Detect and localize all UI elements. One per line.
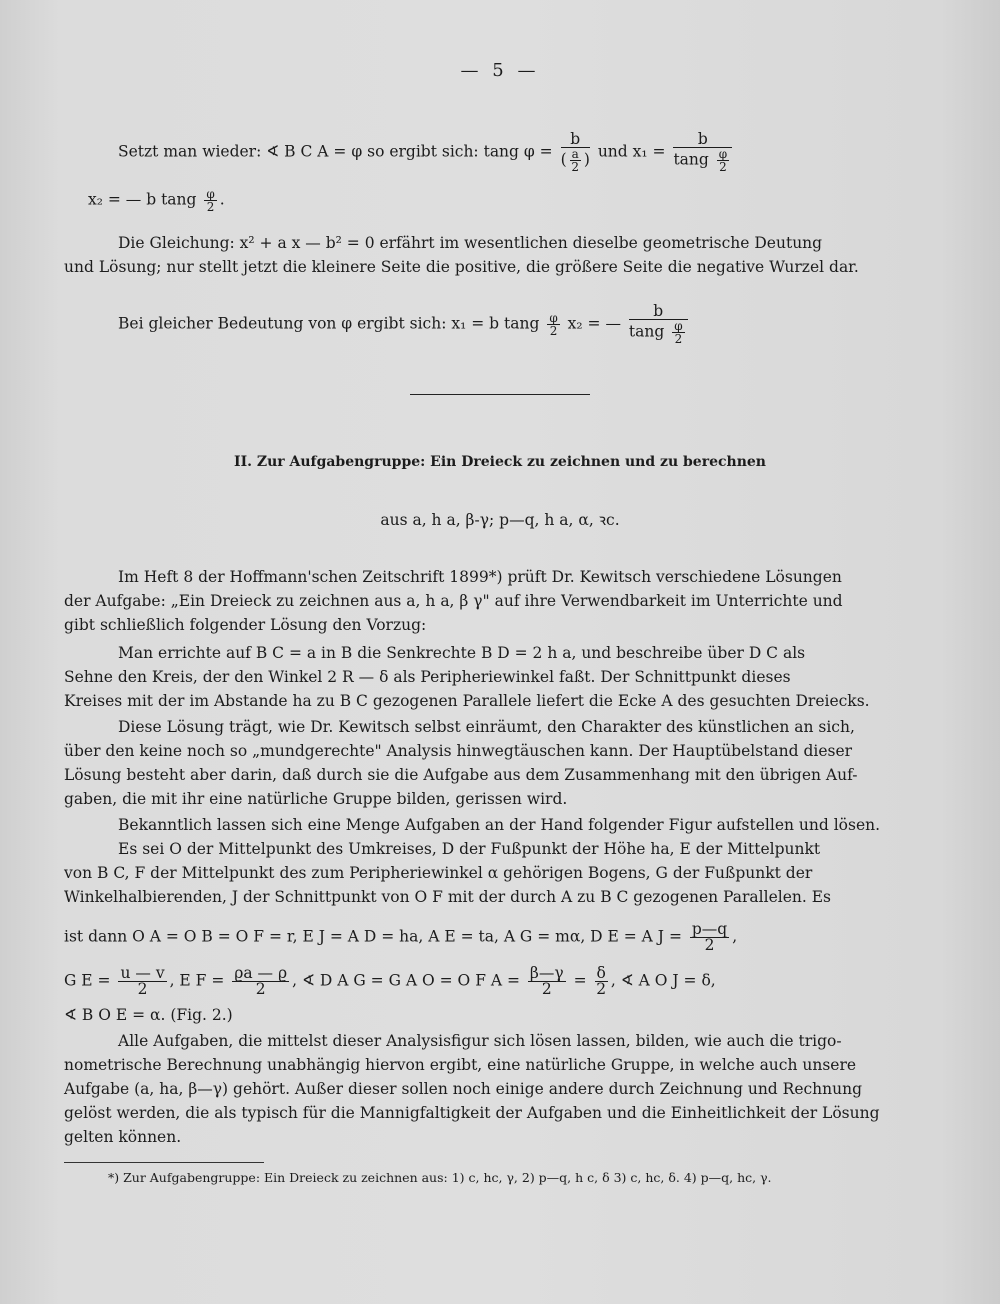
ge-label: G E = — [64, 971, 111, 990]
setzt-prefix: Setzt man wieder: — [118, 142, 262, 161]
tang-fraction-den: ( $\frac{a}{2}$ ) — [560, 147, 590, 174]
body-line: Bekanntlich lassen sich eine Menge Aufgaben an der Hand folgender Figur aufstellen und lösen. — [118, 816, 881, 834]
body-line: der Aufgabe: „Ein Dreieck zu zeichnen aus a, h a, β γ" auf ihre Verwendbarkeit im Unterrichte und — [64, 592, 843, 610]
body-line-formula — [64, 922, 737, 953]
body-line: Es sei O der Mittelpunkt des Umkreises, D der Fußpunkt der Höhe ha, E der Mittelpunkt — [118, 840, 821, 858]
body-line: Im Heft 8 der Hoffmann'schen Zeitschrift 1899*) prüft Dr. Kewitsch verschiedene Lösungen — [118, 568, 842, 586]
ef-den: 2 — [255, 980, 266, 998]
body-line: Man errichte auf B C = a in B die Senkrechte B D = 2 h a, und beschreibe über D C als — [118, 644, 806, 662]
section-divider — [410, 394, 590, 395]
body-line: nometrische Berechnung unabhängig hiervon ergibt, eine natürliche Gruppe, in welche auch unsere — [64, 1056, 857, 1074]
ge-den: 2 — [137, 980, 148, 998]
body-line: über den keine noch so „mundgerechte" Analysis hinwegtäuschen kann. Der Hauptübelstand dieser — [64, 742, 853, 760]
ef-fraction — [232, 966, 289, 997]
x2-text: x₂ = — b tang — [88, 190, 197, 209]
x1-two: 2 — [719, 160, 727, 174]
delta-den: 2 — [596, 980, 607, 998]
ef-num: ϱa — ϱ — [234, 964, 288, 982]
body-line: gelten können. — [64, 1128, 182, 1146]
tang-fraction — [561, 132, 590, 173]
footnote: *) Zur Aufgabengruppe: Ein Dreieck zu zeichnen aus: 1) c, hc, γ, 2) p—q, h c, δ 3) c, hc, δ. 4) p—q, hc, γ. — [108, 1170, 772, 1185]
bei-x2-fraction — [629, 304, 688, 345]
dag-den: 2 — [541, 980, 552, 998]
x1-phi: φ — [718, 147, 728, 161]
setzt-und: und x₁ = — [597, 142, 666, 161]
body-line: Sehne den Kreis, der den Winkel 2 R — δ als Peripheriewinkel faßt. Der Schnittpunkt dieses — [64, 668, 791, 686]
gleichung-line-1: Die Gleichung: x² + a x — b² = 0 erfährt im wesentlichen dieselbe geometrische Deutung — [118, 234, 823, 252]
body-line: gaben, die mit ihr eine natürliche Gruppe bilden, gerissen wird. — [64, 790, 568, 808]
setzt-line — [118, 132, 735, 173]
body-line: Diese Lösung trägt, wie Dr. Kewitsch selbst einräumt, den Charakter des künstlichen an sich, — [118, 718, 855, 736]
bei-two: 2 — [674, 332, 683, 346]
x2-den: 2 — [206, 200, 215, 214]
body-line: gibt schließlich folgender Lösung den Vorzug: — [64, 616, 427, 634]
delta-fraction — [595, 966, 608, 997]
x2-fraction — [204, 188, 216, 213]
tang-inner-den: 2 — [571, 160, 580, 174]
bei-fraction — [547, 312, 559, 337]
ge-fraction — [118, 966, 166, 997]
x1-tang: tang — [673, 150, 709, 169]
x2-end: . — [219, 190, 225, 209]
pq-den: 2 — [704, 936, 715, 954]
pq-fraction — [690, 922, 729, 953]
ef-label: , E F = — [169, 971, 225, 990]
bei-den: 2 — [549, 324, 558, 338]
bei-x2-den — [629, 320, 688, 345]
ge-num: u — v — [120, 964, 165, 982]
tang-fraction-num: b — [561, 132, 590, 148]
body-line: Alle Aufgaben, die mittelst dieser Analysisfigur sich lösen lassen, bilden, wie auch die trigo- — [118, 1032, 842, 1050]
bei-text: Bei gleicher Bedeutung von φ ergibt sich: x₁ = b tang — [118, 314, 540, 333]
section-heading: II. Zur Aufgabengruppe: Ein Dreieck zu zeichnen und zu berechnen — [234, 454, 766, 470]
x1-fraction-den — [673, 148, 732, 173]
dag-fraction — [528, 966, 566, 997]
page-number: — 5 — — [460, 60, 540, 81]
body-line: gelöst werden, die als typisch für die Mannigfaltigkeit der Aufgaben und die Einheitlichkeit der Lösung — [64, 1104, 880, 1122]
pq-num: p—q — [691, 920, 728, 938]
body-line: Aufgabe (a, ha, β—γ) gehört. Außer dieser sollen noch einige andere durch Zeichnung und Rechnung — [64, 1080, 863, 1098]
formula-line — [64, 966, 716, 997]
body-line: ∢ B O E = α. (Fig. 2.) — [64, 1006, 233, 1024]
ist-dann: ist dann O A = O B = O F = r, E J = A D = ha, A E = ta, A G = mα, D E = A J = — [64, 927, 682, 946]
gleichung-line-2: und Lösung; nur stellt jetzt die kleinere Seite die positive, die größere Seite die negative Wurzel dar. — [64, 258, 859, 276]
bei-tang: tang — [628, 322, 665, 341]
x2-line — [88, 188, 225, 213]
delta-num: δ — [596, 964, 606, 982]
x2-num: φ — [206, 187, 215, 201]
tang-inner-num: a — [571, 147, 579, 161]
pq-end: , — [732, 927, 738, 946]
footnote-rule — [64, 1162, 264, 1163]
bei-num: φ — [549, 311, 558, 325]
dag-num: β—γ — [529, 964, 564, 982]
body-line: von B C, F der Mittelpunkt des zum Peripheriewinkel α gehörigen Bogens, G der Fußpunkt der — [64, 864, 813, 882]
dag-label: , ∢ D A G = G A O = O F A = — [292, 971, 520, 990]
eq-sign: = — [573, 971, 587, 990]
x1-fraction-num: b — [673, 132, 732, 148]
body-line: Lösung besteht aber darin, daß durch sie die Aufgabe aus dem Zusammenhang mit den übrigen Auf- — [64, 766, 858, 784]
body-line: Kreises mit der im Abstande ha zu B C gezogenen Parallele liefert die Ecke A des gesuchten Dreiecks. — [64, 692, 870, 710]
setzt-mid: so ergibt sich: tang φ = — [367, 142, 553, 161]
bei-x2-num: b — [629, 304, 688, 320]
body-line: Winkelhalbierenden, J der Schnittpunkt von O F mit der durch A zu B C gezogenen Parallelen. Es — [64, 888, 832, 906]
bei-line — [118, 304, 691, 345]
bei-phi: φ — [674, 319, 683, 333]
x1-fraction — [673, 132, 732, 173]
bei-x2: x₂ = — — [567, 314, 621, 333]
setzt-angle: ∢ B C A = φ — [266, 142, 363, 161]
aoj-label: , ∢ A O J = δ, — [610, 971, 716, 990]
section-subheading: aus a, h a, β-γ; p—q, h a, α, ꝛc. — [380, 511, 620, 529]
